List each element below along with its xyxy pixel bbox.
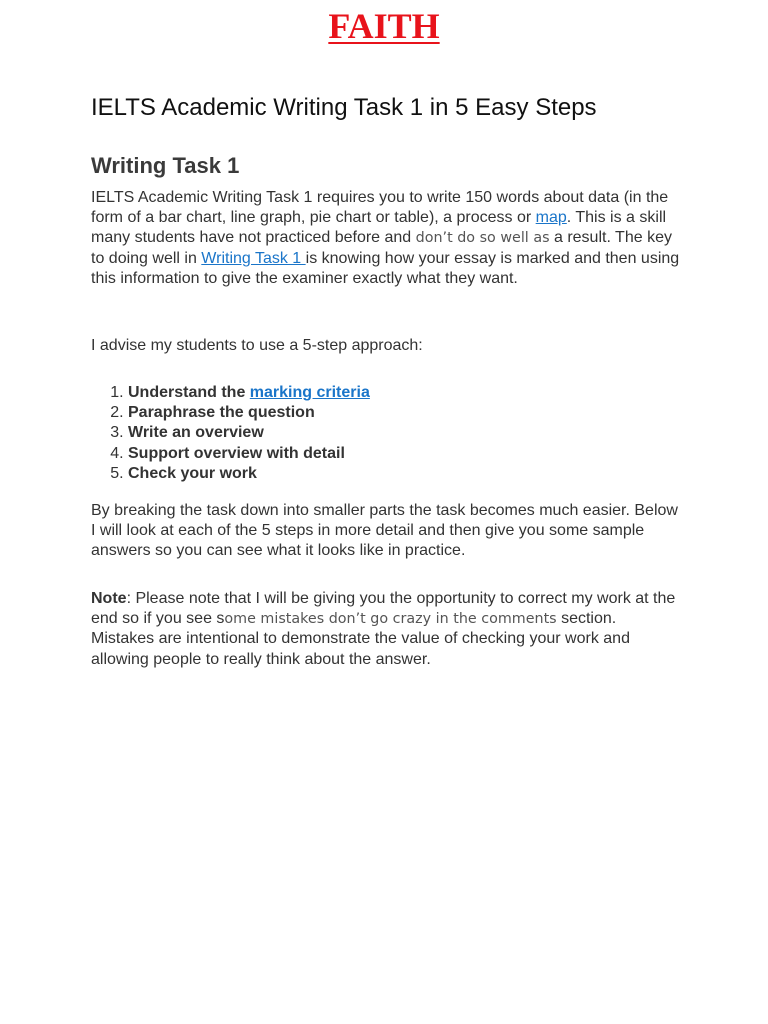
intro-alt-text: don’t do so well as — [415, 230, 550, 247]
intro-text-3: a result. The key to doing well in — [91, 229, 672, 267]
intro-text-4: is knowing how your essay is marked and then using this information to give the examiner exactly what they want. — [91, 249, 680, 287]
map-link[interactable]: map — [535, 209, 567, 227]
list-item — [128, 383, 370, 403]
breakdown-paragraph: By breaking the task down into smaller parts the task becomes much easier. Below I will look at each of the 5 steps in more detail and then give you some sample answers so you can see what it looks like in practice. — [91, 502, 678, 560]
step-1-text: Understand the — [128, 384, 250, 401]
note-label: Note — [91, 590, 127, 607]
intro-text-2: . This is a skill many students have not practiced before and — [91, 209, 667, 247]
list-item: 2. Paraphrase the question — [128, 403, 370, 423]
note-alt-text: ome mistakes don’t go crazy in the comments — [224, 611, 557, 628]
brand-logo: FAITH — [328, 6, 440, 46]
intro-paragraph — [91, 188, 681, 289]
list-item: 5. Check your work — [128, 464, 370, 484]
approach-paragraph: I advise my students to use a 5-step approach: — [91, 337, 423, 354]
page-title: IELTS Academic Writing Task 1 in 5 Easy Steps — [91, 94, 597, 121]
steps-list — [91, 383, 370, 484]
marking-criteria-link[interactable]: marking criteria — [249, 384, 370, 401]
note-paragraph — [91, 589, 681, 670]
note-text-2: section. Mistakes are intentional to demonstrate the value of checking your work and allowing people to really think about the answer. — [91, 610, 630, 668]
note-text-1: : Please note that I will be giving you the opportunity to correct my work at the end so if you see s — [91, 590, 676, 628]
section-heading: Writing Task 1 — [91, 153, 240, 178]
writing-task-1-link[interactable]: Writing Task 1 — [201, 249, 306, 267]
intro-text-1: IELTS Academic Writing Task 1 requires you to write 150 words about data (in the form of a bar chart, line graph, pie chart or table), a process or — [91, 189, 669, 227]
list-item: 4. Support overview with detail — [128, 444, 370, 464]
list-item: 3. Write an overview — [128, 423, 370, 443]
